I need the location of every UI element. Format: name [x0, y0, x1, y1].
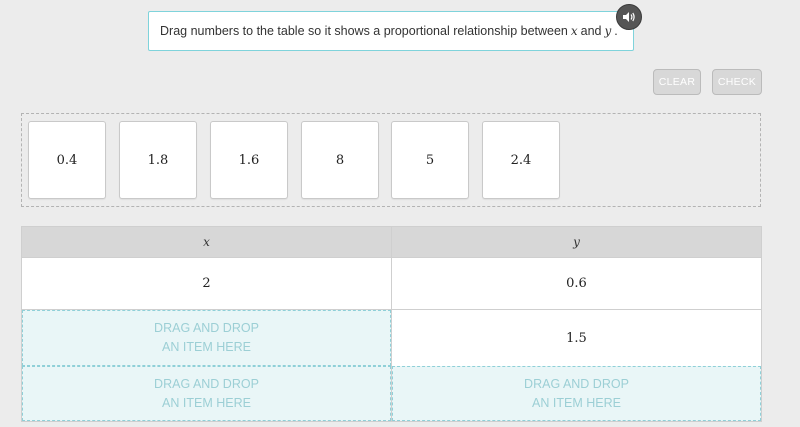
- drop-zone-label-line1: DRAG AND DROP: [154, 321, 259, 335]
- table-cell-y-row2: 1.5: [392, 310, 761, 366]
- table-cell-x-row1: 2: [22, 257, 391, 309]
- instruction-suffix: .: [614, 24, 618, 38]
- speaker-button[interactable]: [616, 4, 642, 30]
- number-tray: [21, 113, 761, 207]
- drop-zone-y-row3[interactable]: [392, 366, 761, 421]
- drop-zone-label-line1: DRAG AND DROP: [524, 376, 629, 391]
- drop-zone-label-line2: AN ITEM HERE: [162, 340, 251, 354]
- row-divider: [22, 309, 761, 310]
- instruction-box: [148, 11, 634, 51]
- drop-zone-x-row3[interactable]: [22, 366, 391, 421]
- drop-zone-label-line1: DRAG AND DROP: [154, 376, 259, 391]
- number-tile[interactable]: 1.8: [119, 121, 197, 199]
- drop-zone-label-line2: AN ITEM HERE: [162, 395, 251, 410]
- column-header-y: y: [392, 227, 761, 257]
- number-tile[interactable]: 1.6: [210, 121, 288, 199]
- proportion-table: [21, 226, 762, 422]
- instruction-var-x: x: [570, 24, 578, 38]
- instruction-text: Drag numbers to the table so it shows a proportional relationship between: [160, 24, 568, 38]
- drop-zone-label: [524, 375, 629, 413]
- instruction-var-y: y: [604, 24, 612, 38]
- check-button[interactable]: CHECK: [712, 69, 762, 95]
- number-tile[interactable]: 0.4: [28, 121, 106, 199]
- row-divider: [22, 257, 761, 258]
- instruction-conjunction: and: [580, 24, 602, 38]
- number-tile[interactable]: 2.4: [482, 121, 560, 199]
- clear-button[interactable]: CLEAR: [653, 69, 701, 95]
- speaker-icon: [622, 11, 636, 23]
- drop-zone-label-line2: AN ITEM HERE: [532, 395, 621, 410]
- drop-zone-label: [154, 375, 259, 413]
- table-cell-y-row1: 0.6: [392, 257, 761, 309]
- column-header-x: x: [22, 227, 391, 257]
- number-tile[interactable]: 5: [391, 121, 469, 199]
- drop-zone-label: [154, 319, 259, 357]
- drop-zone-x-row2[interactable]: [22, 310, 391, 366]
- number-tile[interactable]: 8: [301, 121, 379, 199]
